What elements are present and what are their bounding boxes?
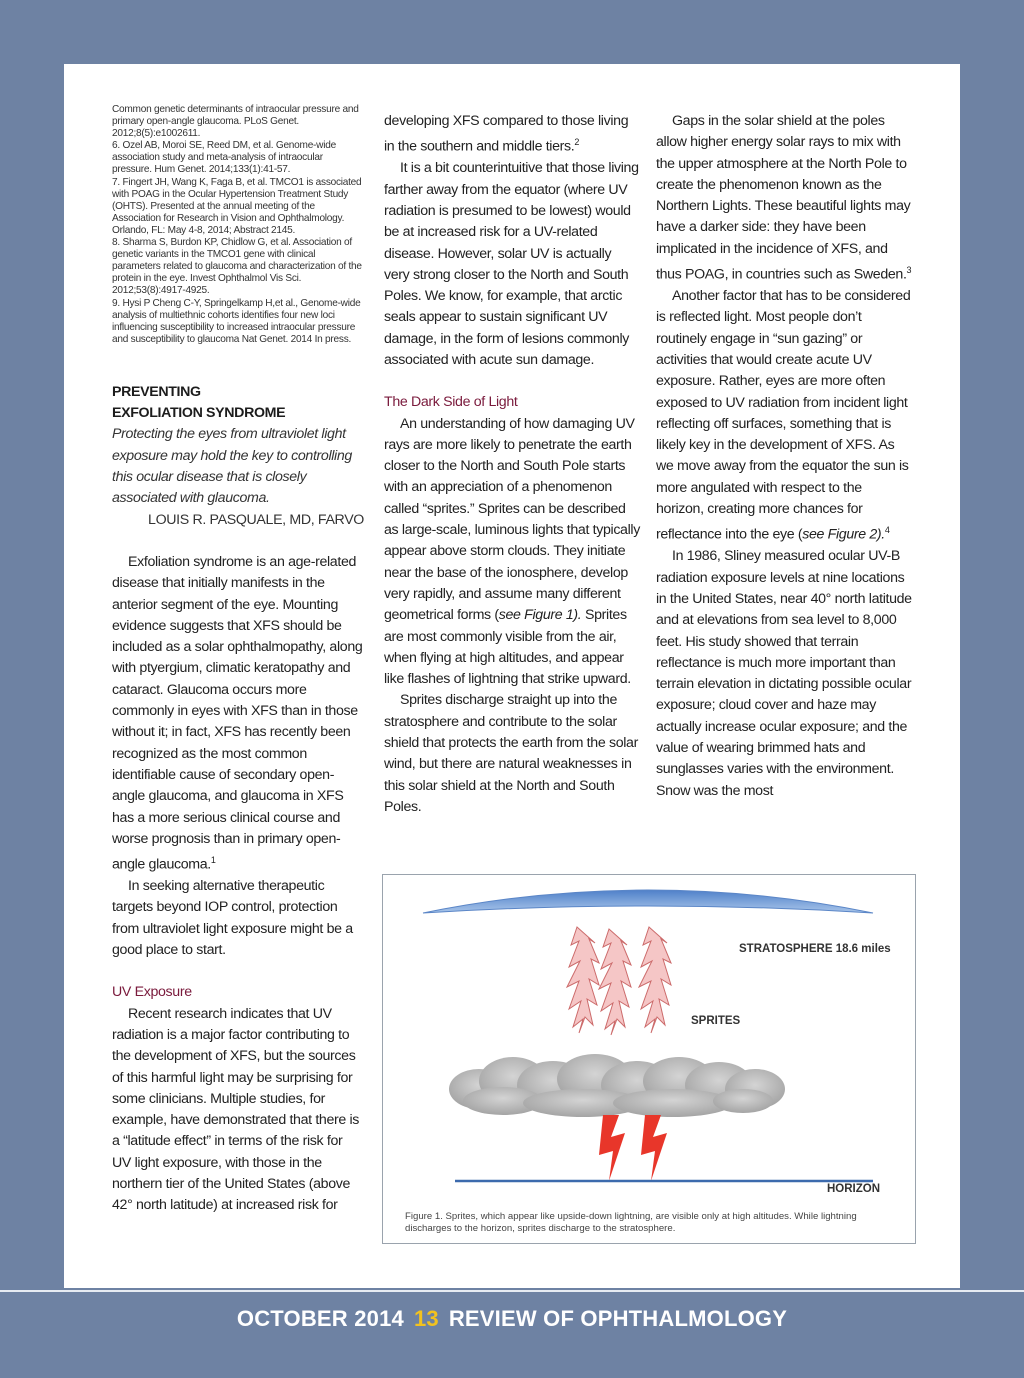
- reference-8: 8. Sharma S, Burdon KP, Chidlow G, et al. Association of genetic variants in the TMCO1 gene with clinical parameters related to glaucoma and characterization of the protein in the eye. Invest Ophthalmol Vis Sci. 2012;53(8):4917-4925.: [112, 237, 362, 297]
- reference-5-tail: Common genetic determinants of intraocular pressure and primary open-angle glaucoma. PLoS Genet. 2012;8(5):e1002611.: [112, 104, 359, 140]
- uv-paragraph-1: Recent research indicates that UV radiation is a major factor contributing to the development of XFS, but the sources of this harmful light may be surprising for some clinicians. Multiple studies, for example, have demonstrated that there is a “latitude effect” in terms of the risk for UV light exposure, with those in the northern tier of the United States (above 42° north latitude) at increased risk for: [112, 1005, 360, 1214]
- sprites-label: SPRITES: [691, 1015, 741, 1027]
- sprite-right: [639, 927, 671, 1033]
- uv-exposure-heading: UV Exposure: [112, 984, 192, 1001]
- article-dek: Protecting the eyes from ultraviolet light exposure may hold the key to controlling this ocular disease that is closely associated with glaucoma.: [112, 426, 352, 507]
- figure-1-illustration: [383, 875, 914, 1205]
- column-3: [656, 104, 912, 802]
- dark-side-heading: The Dark Side of Light: [384, 394, 518, 411]
- col3-paragraph-2: Another factor that has to be considered is reflected light. Most people don’t routinely engage in “sun gazing” or activities that would create acute UV exposure. Rather, eyes are more often exposed to UV radiation from incident light reflecting off surfaces, something that is likely key in the development of XFS. As we move away from the equator the sun is more angulated with respect to the horizon, creating more chances for reflectance into the eye (see Figure 2).$^4$: [656, 288, 911, 544]
- sprite-left: [567, 927, 599, 1033]
- column-2: [384, 104, 640, 818]
- footer: [0, 1306, 1024, 1332]
- reference-6: 6. Ozel AB, Moroi SE, Reed DM, et al. Genome-wide association study and meta-analysis of intraocular pressure. Hum Genet. 2014;133(1):41-57.: [112, 140, 336, 176]
- figure-1-caption: Figure 1. Sprites, which appear like upside-down lightning, are visible only at high altitudes. While lightning discharges to the horizon, sprites discharge to the stratosphere.: [405, 1211, 857, 1234]
- references: [112, 104, 364, 346]
- stratosphere-label: STRATOSPHERE 18.6 miles: [739, 943, 891, 955]
- reference-9: 9. Hysi P Cheng C-Y, Springelkamp H,et al., Genome-wide analysis of multiethnic cohorts identifies four new loci influencing susceptibility to increased intraocular pressure and susceptibility to glaucoma Nat Genet. 2014 In press.: [112, 297, 361, 345]
- dark-paragraph-1: An understanding of how damaging UV rays are more likely to penetrate the earth closer to the North and South Pole starts with an appreciation of a phenomenon called “sprites.” Sprites can be described as large-scale, luminous lights that typically appear above storm clouds. They initiate near the base of the ionosphere, develop very rapidly, and assume many different geometrical forms (see Figure 1). Sprites are most commonly visible from the air, when flying at high altitudes, and appear like flashes of lightning that strike upward.: [384, 415, 640, 688]
- lightning-left: [599, 1115, 625, 1181]
- col2-paragraph-2: It is a bit counterintuitive that those living farther away from the equator (where UV radiation is presumed to be lowest) would be at increased risk for a UV-related disease. However, solar UV is actually very strong closer to the North and South Poles. We know, for example, that arctic seals appear to sustain significant UV damage, in the form of lesions commonly associated with acute sun damage.: [384, 160, 639, 368]
- col2-paragraph-1: developing XFS compared to those living in the southern and middle tiers.$^2$: [384, 113, 629, 156]
- lightning-bolts: [599, 1115, 667, 1181]
- figure-2-reference[interactable]: see Figure 2).: [802, 527, 885, 544]
- byline: LOUIS R. PASQUALE, MD, FARVO: [148, 511, 364, 528]
- sprite-center: [599, 929, 631, 1035]
- sprites: [567, 927, 671, 1035]
- intro-paragraph-1: Exfoliation syndrome is an age-related disease that initially manifests in the anterior segment of the eye. Mounting evidence suggests that XFS should be included as a solar ophthalmopathy, along with ptyergium, climatic keratopathy and cataract. Glaucoma occurs more commonly in eyes with XFS than in those without it; in fact, XFS has recently been recognized as the most common identifiable cause of secondary open-angle glaucoma, and glaucoma in XFS has a more serious clinical course and worse prognosis than in primary open-angle glaucoma.$^1$: [112, 553, 363, 873]
- article-title-line2: EXFOLIATION SYNDROME: [112, 405, 286, 422]
- col3-paragraph-3: In 1986, Sliney measured ocular UV-B radiation exposure levels at nine locations in the United States, near 40° north latitude and at elevations from sea level to 8,000 feet. His study showed that terrain reflectance is much more important than terrain elevation in dictating possible ocular exposure; cloud cover and haze may actually increase ocular exposure; and the value of wearing brimmed hats and sunglasses varies with the environment. Snow was the most: [656, 548, 912, 799]
- page-number: 13: [413, 1306, 439, 1331]
- intro-paragraph-2: In seeking alternative therapeutic targets beyond IOP control, protection from ultraviolet light exposure might be a good place to start.: [112, 878, 353, 959]
- col3-paragraph-1: Gaps in the solar shield at the poles allow higher energy solar rays to mix with the upper atmosphere at the North Pole to create the phenomenon known as the Northern Lights. These beautiful lights may have a darker side: they have been implicated in the incidence of XFS, and thus POAG, in countries such as Sweden.$^3$: [656, 113, 912, 283]
- stratosphere-band: [423, 890, 873, 913]
- figure-1-reference[interactable]: see Figure 1).: [498, 607, 582, 624]
- lightning-right: [641, 1115, 667, 1181]
- reference-7: 7. Fingert JH, Wang K, Faga B, et al. TMCO1 is associated with POAG in the Ocular Hypertension Treatment Study (OHTS). Presented at the annual meeting of the Association for Research in Vision and Ophthalmology. Orlando, FL: May 4-8, 2014; Abstract 2145.: [112, 176, 362, 236]
- dark-paragraph-2: Sprites discharge straight up into the stratosphere and contribute to the solar shield that protects the earth from the solar wind, but there are natural weaknesses in this solar shield at the North and South Poles.: [384, 692, 638, 815]
- publication-name: REVIEW OF OPHTHALMOLOGY: [448, 1306, 788, 1331]
- footer-band: [0, 1290, 1024, 1378]
- figure-1: [382, 874, 916, 1244]
- article-title-line1: PREVENTING: [112, 383, 201, 400]
- horizon-label: HORIZON: [827, 1183, 881, 1195]
- storm-clouds: [449, 1054, 785, 1117]
- column-1: [112, 104, 364, 1217]
- footer-date: OCTOBER 2014: [236, 1306, 404, 1331]
